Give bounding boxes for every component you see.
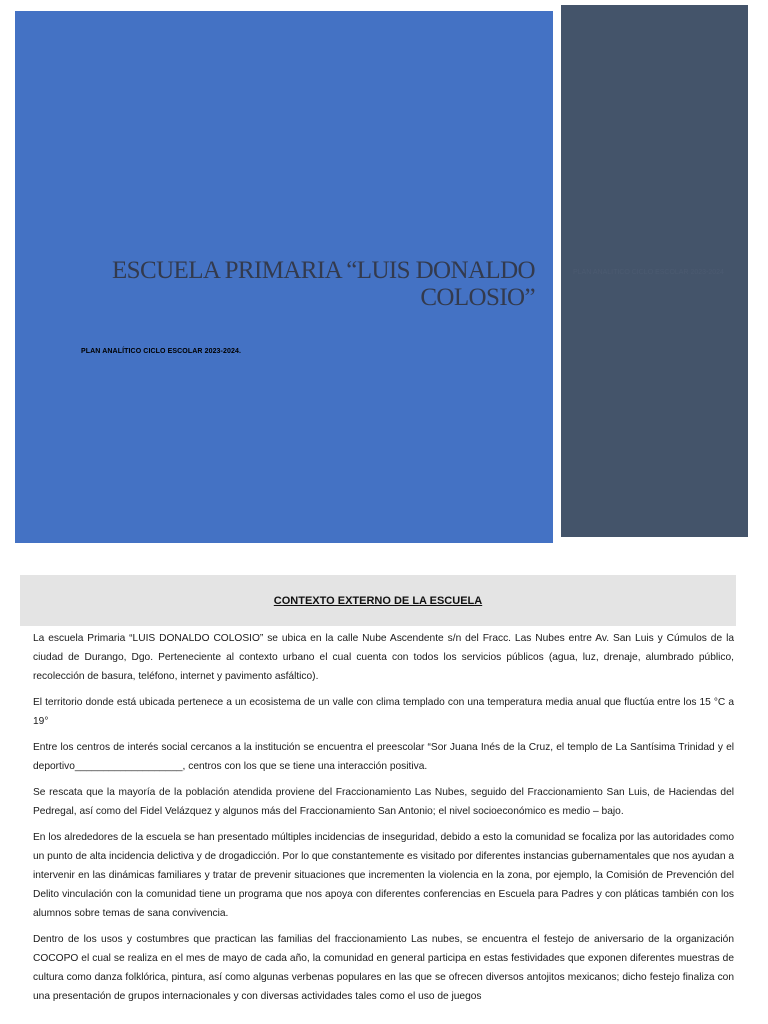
cover-title: ESCUELA PRIMARIA “LUIS DONALDO COLOSIO” [112, 257, 535, 311]
section-heading-bar [20, 575, 736, 626]
cover-side-text: PLAN ANALÍTICO CICLO ESCOLAR 2023-2024 [573, 269, 724, 276]
paragraph: Se rescata que la mayoría de la población atendida proviene del Fraccionamiento Las Nubes, seguido del Fraccionamiento San Luis, de Haciendas del Pedregal, así como del Fidel Velázquez y algunos más del Fraccionamiento San Antonio; el nivel socioeconómico es medio – bajo. [33, 787, 734, 817]
cover-blue-panel [15, 11, 553, 543]
paragraph: En los alrededores de la escuela se han presentado múltiples incidencias de inseguridad, debido a esto la comunidad se focaliza por las autoridades como un punto de alta incidencia delictiva y de drogadicción. Por lo que constantemente es visitado por diferentes instancias gubernamentales que nos ayudan a intervenir en las dinámicas familiares y tratar de prevenir situaciones que incrementen la violencia en la zona, por ejemplo, la Comisión de Prevención del Delito vinculación con la comunidad tiene un programa que nos apoya con diferentes conferencias en Escuela para Padres y con pláticas también con los alumnos sobre temas de sana convivencia. [33, 832, 734, 919]
paragraph: Dentro de los usos y costumbres que practican las familias del fraccionamiento Las nubes, se encuentra el festejo de aniversario de la organización COCOPO el cual se realiza en el mes de mayo de cada año, la comunidad en general participa en estas festividades que exponen diferentes muestras de cultura como danza folklórica, pintura, así como algunas verbenas populares en las que se ofrecen diversos antojitos mexicanos; dicho festejo finaliza con una presentación de grupos internacionales y con diversas actividades tales como el uso de juegos [33, 934, 734, 1002]
cover-side-panel [561, 5, 748, 537]
section-heading: CONTEXTO EXTERNO DE LA ESCUELA [273, 595, 483, 607]
paragraph: La escuela Primaria “LUIS DONALDO COLOSIO” se ubica en la calle Nube Ascendente s/n del Fracc. Las Nubes entre Av. San Luis y Cúmulos de la ciudad de Durango, Dgo. Perteneciente al contexto urbano el cual cuenta con todos los servicios públicos (agua, luz, drenaje, alumbrado público, recolección de basura, teléfono, internet y pavimento asfáltico). [33, 633, 734, 682]
paragraph: Entre los centros de interés social cercanos a la institución se encuentra el preescolar “Sor Juana Inés de la Cruz, el templo de La Santísima Trinidad y el deportivo___________________, centros con los que se tiene una interacción positiva. [33, 742, 734, 772]
cover-subtitle: PLAN ANALÍTICO CICLO ESCOLAR 2023-2024. [81, 348, 242, 355]
paragraph: El territorio donde está ubicada pertenece a un ecosistema de un valle con clima templado con una temperatura media anual que fluctúa entre los 15 °C a 19° [33, 697, 734, 727]
document-body [33, 629, 734, 1013]
